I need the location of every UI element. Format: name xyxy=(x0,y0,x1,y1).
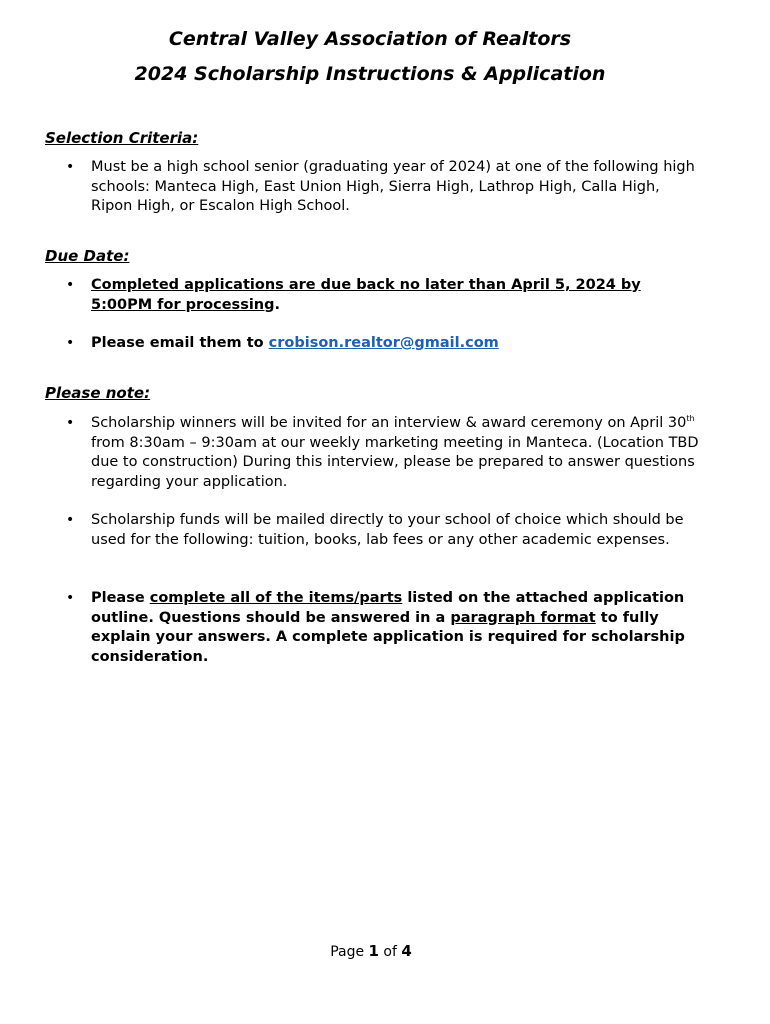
interview-note-text: Scholarship winners will be invited for an interview & award ceremony on April 30 xyxy=(91,415,687,431)
document-title: Central Valley Association of Realtors xyxy=(168,28,572,50)
due-date-period: . xyxy=(274,296,281,313)
bullet-icon: • xyxy=(66,590,75,606)
due-date-item xyxy=(91,276,703,315)
selection-criteria-heading: Selection Criteria: xyxy=(45,129,199,147)
bullet-icon: • xyxy=(66,335,75,351)
completion-note xyxy=(91,589,703,667)
of-label: of xyxy=(378,944,402,960)
paragraph-format-emphasis: paragraph format xyxy=(450,609,596,626)
email-instruction xyxy=(91,334,703,354)
bullet-icon: • xyxy=(66,415,75,431)
interview-note xyxy=(91,414,703,492)
completion-note-middle: listed on the attached application outline. Questions should be answered in a xyxy=(91,590,685,626)
interview-note-details: from 8:30am – 9:30am at our weekly marketing meeting in Manteca. (Location TBD due to construction) During this interview, please be prepared to answer questions regarding your application. xyxy=(91,434,699,490)
email-prefix: Please email them to xyxy=(91,335,269,351)
due-date-text: Completed applications are due back no later than April 5, 2024 by 5:00PM for processing xyxy=(91,277,641,313)
completion-note-start: Please xyxy=(91,590,150,606)
page-number xyxy=(0,942,742,960)
document-subtitle: 2024 Scholarship Instructions & Application xyxy=(134,63,606,85)
due-date-heading: Due Date: xyxy=(45,247,130,265)
email-link[interactable]: crobison.realtor@gmail.com xyxy=(268,335,499,351)
completion-note-end: to fully explain your answers. A complete application is required for scholarship consideration. xyxy=(91,609,685,665)
bullet-icon: • xyxy=(66,159,75,175)
page-total: 4 xyxy=(401,942,412,960)
bullet-icon: • xyxy=(66,512,75,528)
page-label: Page xyxy=(330,944,369,960)
completion-note-emphasis: complete all of the items/parts xyxy=(149,590,403,606)
ordinal-suffix: th xyxy=(686,414,695,424)
please-note-heading: Please note: xyxy=(45,384,151,402)
bullet-icon: • xyxy=(66,277,75,293)
page-current: 1 xyxy=(368,942,379,960)
selection-criteria-item: Must be a high school senior (graduating year of 2024) at one of the following high schools: Manteca High, East Union High, Sierra High, Lathrop High, Calla High, Ripon High, or Escalon High School. xyxy=(91,159,695,215)
funds-note: Scholarship funds will be mailed directly to your school of choice which should be used for the following: tuition, books, lab fees or any other academic expenses. xyxy=(91,512,684,548)
